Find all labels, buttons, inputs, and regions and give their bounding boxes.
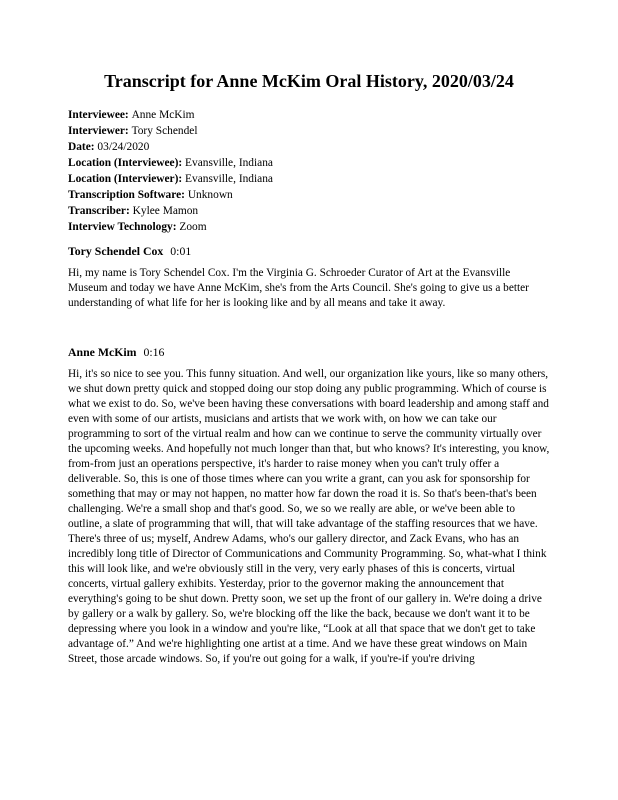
- metadata-label: Location (Interviewer):: [68, 173, 183, 185]
- segment-text: Hi, it's so nice to see you. This funny situation. And well, our organization like yours, like so many others, we shut down pretty quick and stopped doing our stop doing any public programming. Which of course is what we exist to do. So, we've been having these conversations with board leadership and among staff and even with some of our artists, musicians and artists that we work with, on how we can take our programming to sort of the virtual realm and how can we continue to serve the community virtually over the upcoming weeks. And hopefully not much longer than that, but who knows? It's interesting, you know, from-from just an operations perspective, it's harder to raise money when you can't truly offer a deliverable. So, this is one of those times where can you write a grant, can you ask for sponsorship for something that may or may not happen, no matter how far down the road it is. So that's been-that's been challenging. We're a small shop and that's good. So, we so we really are able, or we've been able to outline, a slate of programming that will, that will take advantage of the staffing resources that we have. There's three of us; myself, Andrew Adams, who's our gallery director, and Zack Evans, who has an incredibly long title of Director of Communications and Community Programming. So, what-what I think this will look like, and we're obviously still in the very, very early phases of this is concerts, virtual concerts, virtual gallery exhibits. Yesterday, prior to the governor making the announcement that everything's going to be shut down. Pretty soon, we set up the front of our gallery in. We're doing a drive by gallery or a walk by gallery. So, we're blocking off the like the back, because we don't want it to be depressing where you look in a window and you're like, “Look at all that space that we don't get to take advantage of.” And we're highlighting one artist at a time. And we have these great windows on Main Street, those arcade windows. So, if you're out going for a walk, if you're-if you're driving: [68, 368, 550, 665]
- segment-header: [68, 344, 550, 360]
- segment-text: Hi, my name is Tory Schendel Cox. I'm the Virginia G. Schroeder Curator of Art at the Evansville Museum and today we have Anne McKim, she's from the Arts Council. She's going to give us a better understanding of what life for her is looking like and by all means and take it away.: [68, 267, 529, 309]
- metadata-value: Zoom: [176, 221, 207, 233]
- metadata-value: Tory Schendel: [128, 125, 198, 137]
- transcript-segments: [68, 243, 550, 667]
- metadata-value: Unknown: [184, 189, 233, 201]
- metadata-row: [68, 187, 550, 203]
- transcript-segment: [68, 243, 550, 311]
- metadata-label: Transcription Software:: [68, 189, 185, 201]
- metadata-list: [68, 107, 550, 235]
- metadata-value: Kylee Mamon: [129, 205, 199, 217]
- segment-header: [68, 243, 550, 259]
- metadata-value: 03/24/2020: [94, 141, 150, 153]
- metadata-row: [68, 107, 550, 123]
- metadata-label: Transcriber:: [68, 205, 130, 217]
- metadata-row: [68, 203, 550, 219]
- metadata-row: [68, 171, 550, 187]
- page-title: Transcript for Anne McKim Oral History, 2020/03/24: [104, 71, 514, 91]
- timestamp: 0:01: [170, 244, 192, 258]
- metadata-value: Anne McKim: [128, 109, 195, 121]
- transcript-segment: [68, 344, 550, 667]
- metadata-value: Evansville, Indiana: [182, 173, 273, 185]
- metadata-row: [68, 139, 550, 155]
- timestamp: 0:16: [143, 345, 165, 359]
- metadata-label: Date:: [68, 141, 95, 153]
- metadata-label: Location (Interviewee):: [68, 157, 183, 169]
- metadata-value: Evansville, Indiana: [182, 157, 273, 169]
- metadata-label: Interview Technology:: [68, 221, 177, 233]
- metadata-row: [68, 219, 550, 235]
- metadata-row: [68, 155, 550, 171]
- metadata-label: Interviewer:: [68, 125, 129, 137]
- metadata-row: [68, 123, 550, 139]
- speaker-name: Tory Schendel Cox: [68, 244, 164, 258]
- speaker-name: Anne McKim: [68, 345, 137, 359]
- metadata-label: Interviewee:: [68, 109, 129, 121]
